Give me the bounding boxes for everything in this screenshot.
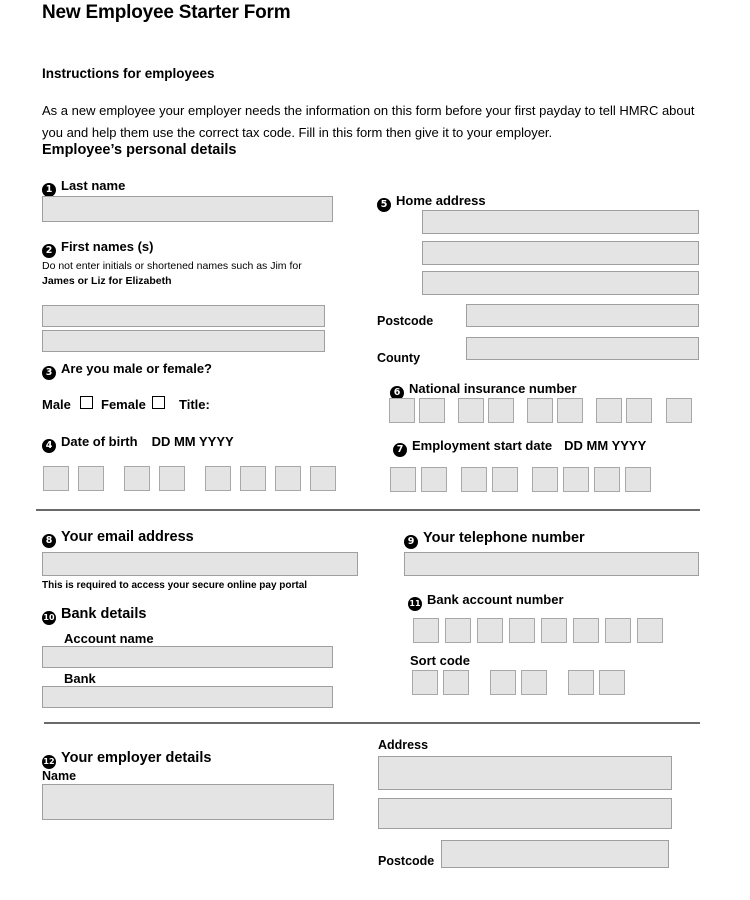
- number-badge-6: 6: [390, 386, 404, 400]
- ni-cell-3[interactable]: [458, 398, 484, 423]
- account-number-cell-3[interactable]: [477, 618, 503, 643]
- dob-year-cell-2[interactable]: [240, 466, 266, 491]
- q12-label: [42, 750, 211, 769]
- male-checkbox[interactable]: [80, 396, 93, 409]
- q7-label-text: Employment start date: [412, 438, 553, 453]
- start-year-cell-3[interactable]: [594, 467, 620, 492]
- section-divider-1: [36, 509, 700, 511]
- number-badge-9: 9: [404, 535, 418, 549]
- employer-address-input-1[interactable]: [378, 756, 672, 790]
- account-number-cell-6[interactable]: [573, 618, 599, 643]
- female-label: Female: [101, 397, 146, 412]
- number-badge-10: 10: [42, 611, 56, 625]
- home-address-input-1[interactable]: [422, 210, 699, 234]
- employer-address-label: Address: [378, 738, 429, 752]
- account-name-input[interactable]: [42, 646, 333, 668]
- female-checkbox[interactable]: [152, 396, 165, 409]
- first-names-input-2[interactable]: [42, 330, 325, 352]
- home-postcode-input[interactable]: [466, 304, 699, 327]
- personal-details-heading: Employee’s personal details: [42, 142, 237, 158]
- q3-label: [42, 361, 212, 380]
- first-names-input-1[interactable]: [42, 305, 325, 327]
- ni-cell-1[interactable]: [389, 398, 415, 423]
- q7-format-text: DD MM YYYY: [564, 438, 647, 453]
- dob-year-cell-4[interactable]: [310, 466, 336, 491]
- telephone-input[interactable]: [404, 552, 699, 576]
- number-badge-2: 2: [42, 244, 56, 258]
- q8-label-text: Your email address: [61, 529, 194, 545]
- employer-postcode-label: Postcode: [378, 854, 435, 868]
- home-county-input[interactable]: [466, 337, 699, 360]
- bank-input[interactable]: [42, 686, 333, 708]
- q2-hint-line1: Do not enter initials or shortened names such as Jim for: [42, 260, 302, 272]
- ni-cell-8[interactable]: [626, 398, 652, 423]
- q4-label: [42, 434, 234, 453]
- q10-label: [42, 606, 146, 625]
- sort-code-label: Sort code: [410, 653, 470, 668]
- sort-code-cell-4[interactable]: [521, 670, 547, 695]
- q9-label-text: Your telephone number: [423, 530, 585, 546]
- q11-label: [408, 592, 564, 611]
- q10-label-text: Bank details: [61, 606, 147, 622]
- ni-cell-6[interactable]: [557, 398, 583, 423]
- number-badge-11: 11: [408, 597, 422, 611]
- dob-year-cell-3[interactable]: [275, 466, 301, 491]
- bank-label: Bank: [64, 671, 96, 686]
- employer-address-input-2[interactable]: [378, 798, 672, 829]
- section-divider-2: [44, 722, 700, 724]
- start-year-cell-1[interactable]: [532, 467, 558, 492]
- q2-hint-line2: James or Liz for Elizabeth: [42, 275, 172, 287]
- page-title: New Employee Starter Form: [42, 2, 291, 23]
- number-badge-4: 4: [42, 439, 56, 453]
- q4-format-text: DD MM YYYY: [151, 434, 234, 449]
- q6-label-text: National insurance number: [409, 381, 577, 396]
- dob-year-cell-1[interactable]: [205, 466, 231, 491]
- number-badge-1: 1: [42, 183, 56, 197]
- start-day-cell-1[interactable]: [390, 467, 416, 492]
- account-name-label: Account name: [64, 631, 154, 646]
- q1-label-text: Last name: [61, 178, 126, 193]
- home-address-input-2[interactable]: [422, 241, 699, 265]
- start-month-cell-1[interactable]: [461, 467, 487, 492]
- number-badge-5: 5: [377, 198, 391, 212]
- title-label: Title:: [179, 397, 210, 412]
- email-hint: This is required to access your secure online pay portal: [42, 580, 308, 591]
- dob-day-cell-1[interactable]: [43, 466, 69, 491]
- account-number-cell-7[interactable]: [605, 618, 631, 643]
- ni-cell-9[interactable]: [666, 398, 692, 423]
- sort-code-cell-3[interactable]: [490, 670, 516, 695]
- sort-code-cell-5[interactable]: [568, 670, 594, 695]
- q8-label: [42, 529, 194, 548]
- account-number-cell-2[interactable]: [445, 618, 471, 643]
- dob-month-cell-2[interactable]: [159, 466, 185, 491]
- start-year-cell-4[interactable]: [625, 467, 651, 492]
- sort-code-cell-1[interactable]: [412, 670, 438, 695]
- account-number-cell-5[interactable]: [541, 618, 567, 643]
- intro-paragraph: As a new employee your employer needs the information on this form before your first payday to tell HMRC about you and help them use the correct tax code. Fill in this form then give it to your employer.: [42, 103, 695, 140]
- ni-cell-5[interactable]: [527, 398, 553, 423]
- email-input[interactable]: [42, 552, 358, 576]
- start-month-cell-2[interactable]: [492, 467, 518, 492]
- instructions-heading: Instructions for employees: [42, 66, 215, 81]
- employer-postcode-input[interactable]: [441, 840, 669, 868]
- account-number-cell-8[interactable]: [637, 618, 663, 643]
- sort-code-cell-6[interactable]: [599, 670, 625, 695]
- dob-day-cell-2[interactable]: [78, 466, 104, 491]
- sort-code-cell-2[interactable]: [443, 670, 469, 695]
- q4-label-text: Date of birth: [61, 434, 138, 449]
- ni-cell-2[interactable]: [419, 398, 445, 423]
- q2-label-text: First names (s): [61, 239, 154, 254]
- number-badge-7: 7: [393, 443, 407, 457]
- account-number-cell-1[interactable]: [413, 618, 439, 643]
- number-badge-12: 12: [42, 755, 56, 769]
- q9-label: [404, 530, 585, 549]
- number-badge-3: 3: [42, 366, 56, 380]
- home-county-label: County: [377, 351, 421, 365]
- q11-label-text: Bank account number: [427, 592, 564, 607]
- q3-label-text: Are you male or female?: [61, 361, 212, 376]
- q7-label: [393, 438, 646, 457]
- dob-month-cell-1[interactable]: [124, 466, 150, 491]
- q2-label: [42, 239, 153, 258]
- ni-cell-4[interactable]: [488, 398, 514, 423]
- ni-cell-7[interactable]: [596, 398, 622, 423]
- home-address-input-3[interactable]: [422, 271, 699, 295]
- number-badge-8: 8: [42, 534, 56, 548]
- male-label: Male: [42, 397, 71, 412]
- account-number-cell-4[interactable]: [509, 618, 535, 643]
- q12-label-text: Your employer details: [61, 750, 212, 766]
- q5-label-text: Home address: [396, 193, 486, 208]
- start-day-cell-2[interactable]: [421, 467, 447, 492]
- employer-name-input[interactable]: [42, 784, 334, 820]
- q1-label: [42, 178, 125, 197]
- home-postcode-label: Postcode: [377, 314, 434, 328]
- last-name-input[interactable]: [42, 196, 333, 222]
- start-year-cell-2[interactable]: [563, 467, 589, 492]
- employer-name-label: Name: [42, 769, 77, 783]
